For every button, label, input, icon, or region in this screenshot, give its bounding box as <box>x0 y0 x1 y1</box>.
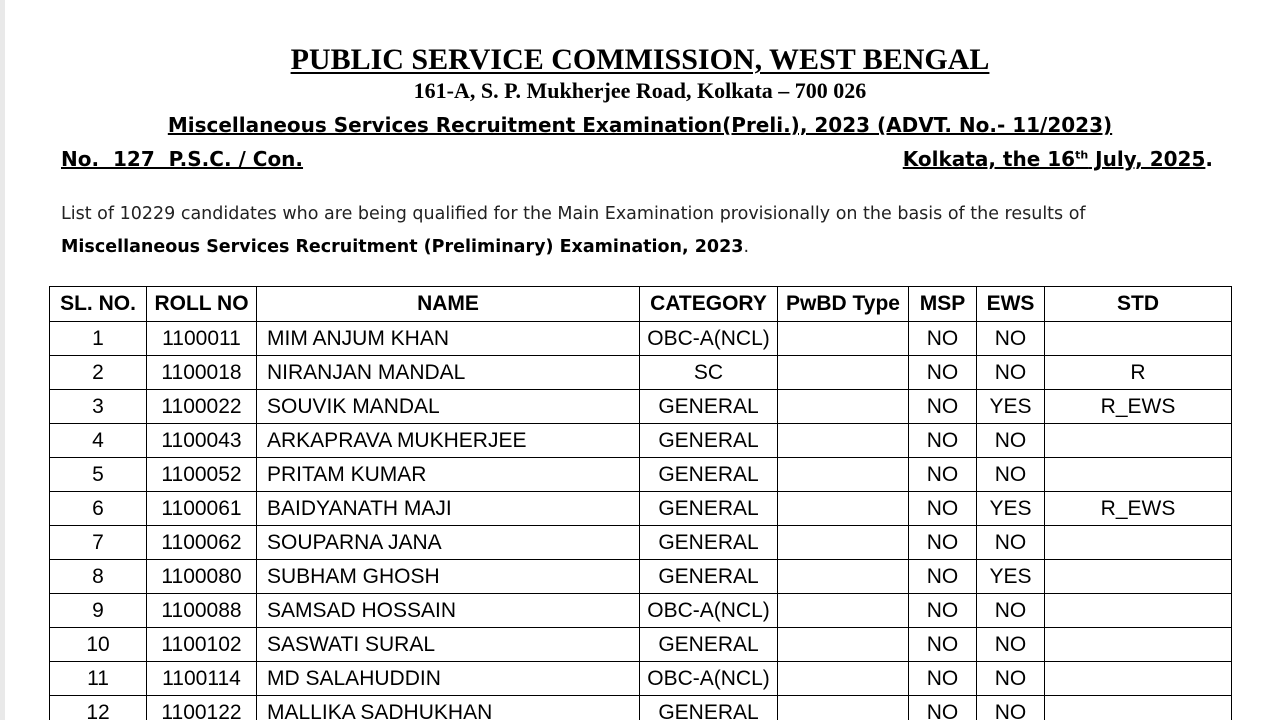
cell-pwbd-type <box>778 356 909 390</box>
cell-pwbd-type <box>778 458 909 492</box>
cell-std <box>1045 594 1232 628</box>
cell-ews: YES <box>977 560 1045 594</box>
cell-name: PRITAM KUMAR <box>257 458 640 492</box>
cell-msp: NO <box>909 628 977 662</box>
cell-sl-no: 10 <box>50 628 147 662</box>
cell-ews: NO <box>977 458 1045 492</box>
date-suffix: July, 2025 <box>1088 147 1206 171</box>
cell-std: R_EWS <box>1045 492 1232 526</box>
cell-ews: NO <box>977 356 1045 390</box>
cell-ews: NO <box>977 628 1045 662</box>
cell-pwbd-type <box>778 594 909 628</box>
cell-name: MD SALAHUDDIN <box>257 662 640 696</box>
cell-sl-no: 3 <box>50 390 147 424</box>
cell-std <box>1045 628 1232 662</box>
commission-title <box>0 42 1280 78</box>
cell-category: GENERAL <box>640 526 778 560</box>
cell-sl-no: 9 <box>50 594 147 628</box>
cell-roll-no: 1100114 <box>147 662 257 696</box>
table-row <box>50 594 1232 628</box>
cell-std <box>1045 662 1232 696</box>
cell-sl-no: 11 <box>50 662 147 696</box>
results-table <box>49 286 1232 720</box>
cell-name: BAIDYANATH MAJI <box>257 492 640 526</box>
cell-name: SAMSAD HOSSAIN <box>257 594 640 628</box>
cell-sl-no: 7 <box>50 526 147 560</box>
cell-roll-no: 1100062 <box>147 526 257 560</box>
cell-ews: NO <box>977 594 1045 628</box>
intro-exam-name: Miscellaneous Services Recruitment (Preliminary) Examination, 2023 <box>61 237 744 257</box>
cell-roll-no: 1100022 <box>147 390 257 424</box>
cell-category: GENERAL <box>640 628 778 662</box>
cell-pwbd-type <box>778 526 909 560</box>
cell-category: GENERAL <box>640 696 778 720</box>
memo-date <box>903 144 1213 174</box>
cell-roll-no: 1100043 <box>147 424 257 458</box>
cell-std <box>1045 526 1232 560</box>
cell-pwbd-type <box>778 390 909 424</box>
commission-address: 161-A, S. P. Mukherjee Road, Kolkata – 700 026 <box>413 78 867 103</box>
table-row <box>50 560 1232 594</box>
cell-std <box>1045 322 1232 356</box>
column-header-category: CATEGORY <box>640 287 778 322</box>
cell-sl-no: 6 <box>50 492 147 526</box>
cell-ews: NO <box>977 526 1045 560</box>
intro-line-2-end: . <box>743 237 750 257</box>
cell-category: GENERAL <box>640 560 778 594</box>
cell-msp: NO <box>909 390 977 424</box>
cell-ews: NO <box>977 322 1045 356</box>
table-row <box>50 390 1232 424</box>
cell-sl-no: 8 <box>50 560 147 594</box>
cell-msp: NO <box>909 662 977 696</box>
cell-pwbd-type <box>778 696 909 720</box>
table-row <box>50 696 1232 720</box>
cell-msp: NO <box>909 492 977 526</box>
table-row <box>50 628 1232 662</box>
cell-sl-no: 2 <box>50 356 147 390</box>
cell-ews: NO <box>977 424 1045 458</box>
cell-std: R_EWS <box>1045 390 1232 424</box>
cell-name: SUBHAM GHOSH <box>257 560 640 594</box>
memo-row <box>61 144 1213 174</box>
cell-pwbd-type <box>778 322 909 356</box>
cell-ews: NO <box>977 662 1045 696</box>
cell-category: GENERAL <box>640 458 778 492</box>
exam-title <box>0 111 1280 139</box>
table-row <box>50 492 1232 526</box>
cell-roll-no: 1100102 <box>147 628 257 662</box>
intro-paragraph <box>61 198 1231 264</box>
memo-date-underlined <box>903 147 1206 171</box>
cell-msp: NO <box>909 356 977 390</box>
memo-number: No. 127 P.S.C. / Con. <box>61 147 304 171</box>
cell-name: NIRANJAN MANDAL <box>257 356 640 390</box>
cell-name: SOUVIK MANDAL <box>257 390 640 424</box>
cell-msp: NO <box>909 458 977 492</box>
cell-category: OBC-A(NCL) <box>640 322 778 356</box>
cell-roll-no: 1100052 <box>147 458 257 492</box>
cell-pwbd-type <box>778 424 909 458</box>
column-header-ews: EWS <box>977 287 1045 322</box>
cell-name: MALLIKA SADHUKHAN <box>257 696 640 720</box>
cell-std <box>1045 424 1232 458</box>
intro-line-1: List of 10229 candidates who are being qualified for the Main Examination provisionally on the basis of the results of <box>61 204 1086 224</box>
table-row <box>50 322 1232 356</box>
cell-category: GENERAL <box>640 424 778 458</box>
cell-msp: NO <box>909 526 977 560</box>
cell-roll-no: 1100061 <box>147 492 257 526</box>
cell-category: GENERAL <box>640 390 778 424</box>
date-end: . <box>1205 147 1213 171</box>
commission-title-text: PUBLIC SERVICE COMMISSION, WEST BENGAL <box>290 43 990 76</box>
cell-msp: NO <box>909 322 977 356</box>
table-row <box>50 356 1232 390</box>
column-header-msp: MSP <box>909 287 977 322</box>
column-header-pwbd-type: PwBD Type <box>778 287 909 322</box>
cell-sl-no: 5 <box>50 458 147 492</box>
table-row <box>50 526 1232 560</box>
date-superscript: th <box>1075 148 1089 162</box>
results-table-body <box>50 322 1232 720</box>
cell-pwbd-type <box>778 560 909 594</box>
cell-category: OBC-A(NCL) <box>640 594 778 628</box>
cell-msp: NO <box>909 594 977 628</box>
cell-pwbd-type <box>778 492 909 526</box>
cell-roll-no: 1100088 <box>147 594 257 628</box>
cell-std: R <box>1045 356 1232 390</box>
cell-std <box>1045 560 1232 594</box>
table-row <box>50 458 1232 492</box>
cell-category: OBC-A(NCL) <box>640 662 778 696</box>
cell-pwbd-type <box>778 628 909 662</box>
cell-sl-no: 4 <box>50 424 147 458</box>
cell-name: MIM ANJUM KHAN <box>257 322 640 356</box>
cell-name: SASWATI SURAL <box>257 628 640 662</box>
cell-category: GENERAL <box>640 492 778 526</box>
cell-ews: YES <box>977 390 1045 424</box>
cell-pwbd-type <box>778 662 909 696</box>
cell-roll-no: 1100122 <box>147 696 257 720</box>
column-header-name: NAME <box>257 287 640 322</box>
table-row <box>50 424 1232 458</box>
table-header-row <box>50 287 1232 322</box>
cell-msp: NO <box>909 696 977 720</box>
column-header-sl-no: SL. NO. <box>50 287 147 322</box>
cell-ews: YES <box>977 492 1045 526</box>
cell-roll-no: 1100018 <box>147 356 257 390</box>
cell-category: SC <box>640 356 778 390</box>
exam-title-text: Miscellaneous Services Recruitment Examination(Preli.), 2023 (ADVT. No.- 11/2023) <box>167 113 1113 137</box>
cell-name: ARKAPRAVA MUKHERJEE <box>257 424 640 458</box>
cell-ews: NO <box>977 696 1045 720</box>
cell-msp: NO <box>909 424 977 458</box>
cell-sl-no: 1 <box>50 322 147 356</box>
cell-std <box>1045 696 1232 720</box>
cell-roll-no: 1100080 <box>147 560 257 594</box>
table-row <box>50 662 1232 696</box>
column-header-std: STD <box>1045 287 1232 322</box>
cell-std <box>1045 458 1232 492</box>
cell-sl-no: 12 <box>50 696 147 720</box>
page-edge <box>0 0 5 720</box>
cell-msp: NO <box>909 560 977 594</box>
date-prefix: Kolkata, the 16 <box>902 147 1076 171</box>
column-header-roll-no: ROLL NO <box>147 287 257 322</box>
cell-name: SOUPARNA JANA <box>257 526 640 560</box>
cell-roll-no: 1100011 <box>147 322 257 356</box>
intro-line-2 <box>61 231 1231 264</box>
